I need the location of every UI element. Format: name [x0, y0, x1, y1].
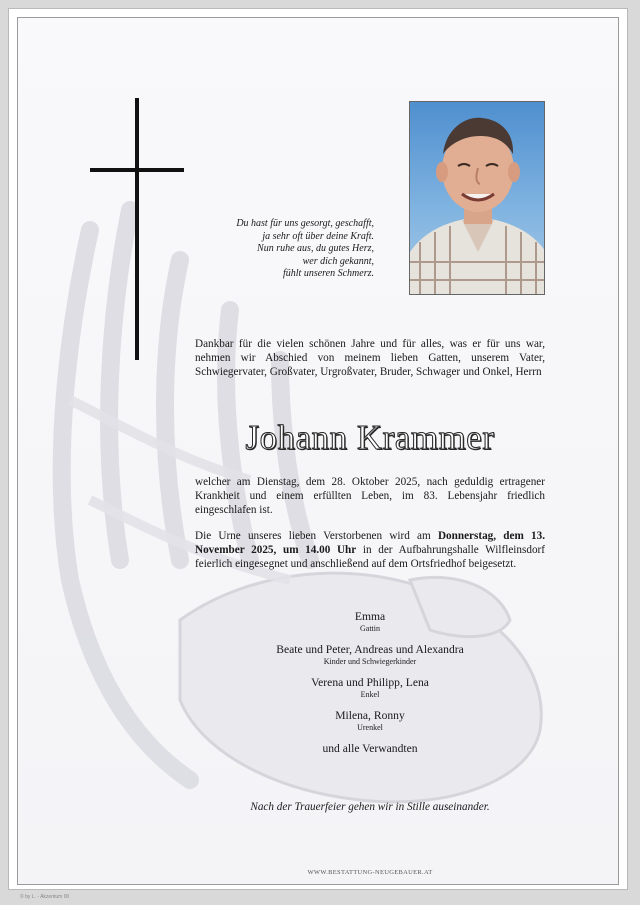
mourner-name: Verena und Philipp, Lena: [311, 676, 429, 689]
memorial-quote: [190, 218, 374, 281]
mourner-name: Emma: [354, 610, 386, 623]
copyright-note: © by L. - Akzentum 00: [20, 894, 70, 900]
cross-horizontal-bar: [90, 168, 184, 172]
quote-line: Du hast für uns gesorgt, geschafft,: [236, 218, 374, 229]
mourner-relation: Enkel: [360, 690, 380, 699]
portrait-illustration: [410, 102, 545, 295]
quote-line: wer dich gekannt,: [302, 255, 374, 267]
mourner-entry: [195, 676, 545, 700]
funeral-date: Donnerstag, dem 13. November 2025, um 14.00 Uhr: [195, 530, 545, 556]
funeral-text-part2: in der Aufbahrungshalle Wilfleinsdorf feierlich eingesegnet und anschließend auf dem Ortsfriedhof beigesetzt.: [195, 543, 545, 570]
death-paragraph: welcher am Dienstag, dem 28. Oktober 2025, nach geduldig ertragener Krankheit und einem erfüllten Leben, im 83. Lebensjahr friedlich eingeschlafen ist.: [195, 476, 545, 516]
closing-line: Nach der Trauerfeier gehen wir in Stille auseinander.: [250, 801, 490, 813]
mourner-entry: [195, 643, 545, 667]
mourner-entry: [195, 610, 545, 634]
mourner-relation: Urenkel: [357, 723, 383, 732]
deceased-portrait-photo: [409, 101, 545, 295]
funeral-text-part1: Die Urne unseres lieben Verstorbenen wird am: [195, 530, 438, 542]
mourner-entry: [195, 709, 545, 733]
quote-line: Nun ruhe aus, du gutes Herz,: [257, 243, 374, 255]
mourner-relation: Gattin: [360, 624, 380, 633]
funeral-paragraph: [195, 530, 545, 571]
mourners-list: [195, 610, 545, 756]
mourner-name: Beate und Peter, Andreas und Alexandra: [276, 643, 464, 656]
deceased-name: Johann Krammer: [245, 418, 495, 457]
relatives-line: und alle Verwandten: [322, 742, 418, 755]
intro-paragraph: Dankbar für die vielen schönen Jahre und für alles, was er für uns war, nehmen wir Abschied von meinem lieben Gatten, unserem Vater, Schwiegervater, Großvater, Urgroßvater, Bruder, Schwager und Onkel, Herrn: [195, 338, 545, 378]
cross-vertical-bar: [135, 98, 139, 360]
quote-line: ja sehr oft über deine Kraft.: [262, 230, 374, 242]
funeral-home-website[interactable]: WWW.BESTATTUNG-NEUGEBAUER.AT: [307, 869, 433, 876]
mourner-relation: Kinder und Schwiegerkinder: [323, 657, 417, 666]
quote-line: fühlt unseren Schmerz.: [282, 268, 374, 280]
mourner-name: Milena, Ronny: [335, 709, 405, 722]
